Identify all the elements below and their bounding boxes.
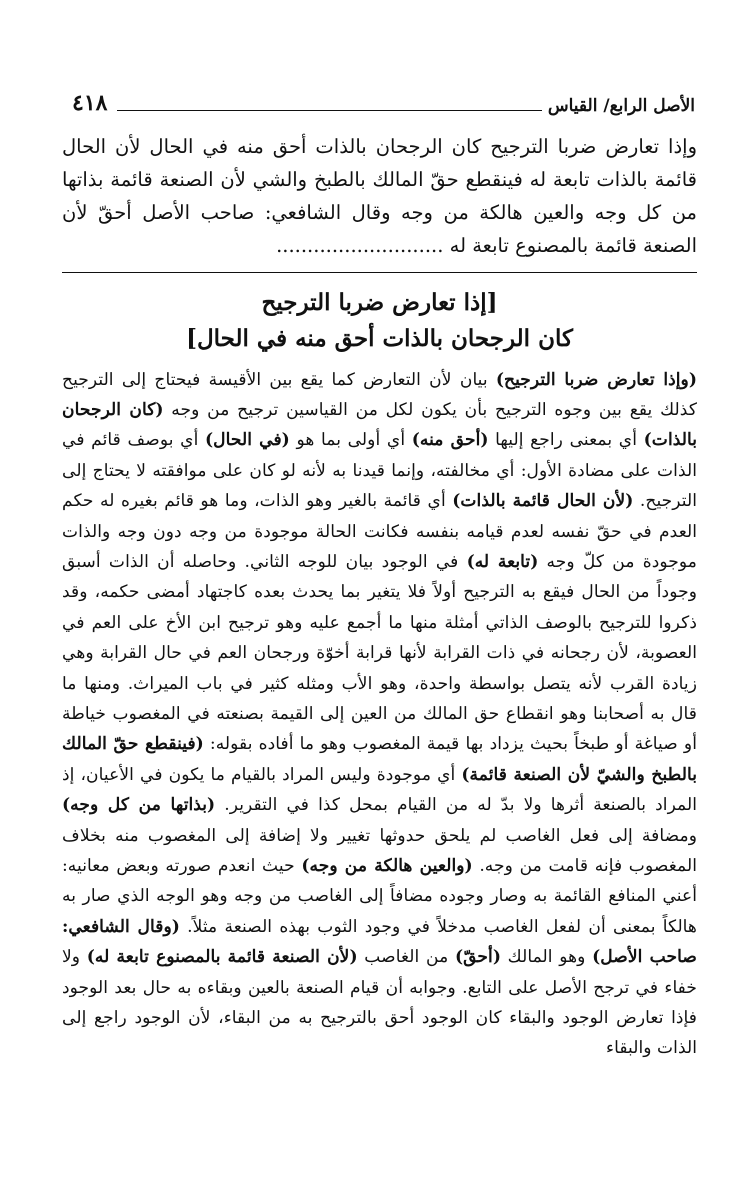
section-heading-line-1: [إذا تعارض ضربا الترجيح [261,288,498,316]
quoted-matn-phrase: (وقال الشافعي: صاحب الأصل) [62,916,697,968]
header-rule [117,109,541,111]
commentary-text: أي قائمة بالغير وهو الذات، وما هو قائم بغيره له حكم العدم في حقّ نفسه لعدم قيامه بنفسه فكانت الحالة موجودة من وجه دون وجه والذات موجودة من كلّ وجه [62,491,697,572]
quoted-matn-phrase: (تابعة له) [466,551,539,572]
quoted-matn-phrase: (وإذا تعارض ضربا الترجيح) [495,369,697,390]
quoted-matn-phrase: (لأن الصنعة قائمة بالمصنوع تابعة له) [86,947,358,968]
matn-paragraph [62,130,697,262]
matn-dots: ........................... [276,233,444,257]
quoted-matn-phrase: (فينقطع حقّ المالك بالطبخ والشيّ لأن الصنعة قائمة) [62,734,697,785]
matn-text-block [62,130,697,262]
page-number: ٤١٨ [72,90,108,116]
commentary-text: بيان لأن التعارض كما يقع بين الأقيسة فيحتاج إلى الترجيح كذلك يقع بين وجوه الترجيح بأن يكون لكل من القياسين ترجيح من وجه [62,369,697,420]
quoted-matn-phrase: (أحقّ) [454,947,501,968]
commentary-text: أي بمعنى راجع إليها [488,430,644,451]
commentary-text: في الوجود بيان للوجه الثاني. وحاصله أن الذات أسبق وجوداً من الحال فيقع به الترجيح أولاً فلا يتغير بما يحدث بعده كاجتهاد أمضى حكمه، وقد ذكروا للترجيح بالوصف الذاتي أمثلة منها ما أجمع عليه وهو ترجيح ابن الأخ على العم في العصوبة، لأن رجحانه في ذات القرابة لأنها قرابة أخوّة ورجحان العم في حال القرابة وهي زيادة القرب لأنه يتصل بواسطة واحدة، وهو الأب ومثله كثير في باب الميراث. ومنها ما قال به أصحابنا وهو انقطاع حق المالك من العين إلى القيمة بصنعته في المغصوب خياطة أو صياغة أو طبخاً بحيث يزداد بها قيمة المغصوب وهو ما أفاده بقوله: [62,551,697,755]
commentary-text: من الغاصب [357,947,455,968]
quoted-matn-phrase: (كان الرجحان بالذات) [62,399,697,451]
commentary-text-block [62,365,697,1064]
running-header-title: الأصل الرابع/ القياس [547,96,695,117]
section-heading [62,285,697,357]
commentary-text: أي أولى بما هو [289,430,412,451]
commentary-paragraph [62,365,697,1064]
commentary-text: حيث انعدم صورته وبعض معانيه: أعني المنافع القائمة به وصار وجوده مضافاً إلى الغاصب من وجه وهو الوجه الذي صار به هالكاً بمعنى أن لفعل الغاصب مدخلاً في وجود الثوب بهذه الصنعة مثلاً. [62,856,697,937]
quoted-matn-phrase: (بذاتها من كل وجه) [62,795,216,816]
quoted-matn-phrase: (لأن الحال قائمة بالذات) [452,491,634,512]
commentary-text: أي موجودة وليس المراد بالقيام ما يكون في الأعيان، إذ المراد بالصنعة أثرها ولا بدّ له من القيام بمحل كذا في التقرير. [62,764,698,816]
quoted-matn-phrase: (والعين هالكة من وجه) [301,856,473,876]
section-heading-line-2: كان الرجحان بالذات أحق منه في الحال] [186,324,573,352]
matn-separator-rule [62,272,697,273]
commentary-text: ولا خفاء في ترجح الأصل على التابع. وجوابه أن قيام الصنعة بالعين وبقاءه به حال بعد الوجود فإذا تعارض الوجود والبقاء كان الوجود أحق بالترجيح به من البقاء، لأن الوجود راجع إلى الذات والبقاء [62,947,697,1059]
commentary-text: ومضافة إلى فعل الغاصب لم يلحق حدوثها تغيير ولا إضافة إلى المغصوب منه بخلاف المغصوب فإنه قامت من وجه. [62,825,698,876]
commentary-text: أي بوصف قائم في الذات على مضادة الأول: أي مخالفته، وإنما قيدنا به لأنه لو كان على موافقته لا يحتاج إلى الترجيح. [62,430,697,512]
running-header [62,90,697,118]
quoted-matn-phrase: (أحق منه) [411,430,489,451]
matn-text: وإذا تعارض ضربا الترجيح كان الرجحان بالذات أحق منه في الحال لأن الحال قائمة بالذات تابعة له فينقطع حقّ المالك بالطبخ والشي لأن الصنعة قائمة بذاتها من كل وجه والعين هالكة من وجه وقال الشافعي: صاحب الأصل أحقّ لأن الصنعة قائمة بالمصنوع تابعة له [62,134,697,257]
commentary-text: وهو المالك [500,947,593,968]
quoted-matn-phrase: (في الحال) [205,430,290,451]
